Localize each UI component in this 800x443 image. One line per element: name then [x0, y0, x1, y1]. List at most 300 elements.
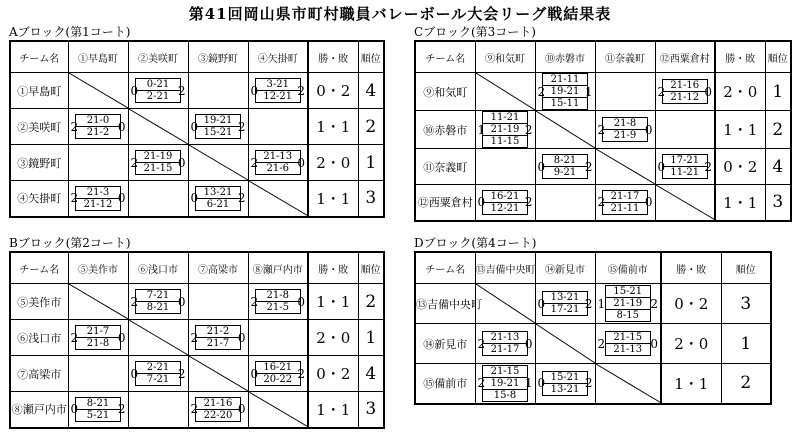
diagonal-slash [129, 109, 188, 144]
set-scores [135, 150, 181, 175]
set-score: 21-19 [606, 298, 650, 310]
set-scores [75, 114, 121, 139]
sets-won: 1 [597, 296, 606, 311]
match-cell [535, 73, 595, 111]
sets-won: 2 [537, 84, 546, 99]
win-loss [308, 145, 358, 181]
table-row [415, 149, 791, 185]
win-loss [308, 109, 358, 145]
rank [358, 320, 384, 356]
win-loss [308, 356, 358, 392]
rank-value: 3 [365, 399, 377, 420]
column-header: ⑪奈義町 [595, 41, 655, 73]
empty-cell [188, 284, 248, 320]
set-score: 21-13 [483, 332, 527, 344]
sets-won: 0 [250, 83, 259, 98]
match-cell [248, 145, 308, 181]
match-cell [188, 392, 248, 428]
set-score: 21-6 [266, 163, 289, 174]
set-scores [255, 289, 301, 314]
match-cell [128, 356, 188, 392]
set-score: 13-21 [550, 383, 580, 395]
table-row [10, 109, 384, 145]
sets-lost: 2 [237, 191, 246, 206]
set-score: 12-21 [490, 202, 520, 214]
set-scores [195, 397, 241, 422]
rank [765, 149, 791, 185]
set-scores [605, 285, 651, 322]
set-score: 21-15 [606, 332, 650, 344]
set-score: 9-21 [553, 167, 577, 178]
sets-lost: 0 [117, 330, 126, 345]
set-score: 3-21 [256, 79, 300, 91]
team-name: ②美咲町 [10, 109, 68, 145]
set-scores [605, 331, 651, 356]
header-row [415, 252, 771, 284]
rank-value: 2 [772, 119, 784, 140]
rank-value: 4 [365, 80, 377, 101]
column-header: ⑦高梁市 [188, 252, 248, 284]
rank-value: 1 [772, 81, 784, 102]
win-loss-value: 0・2 [316, 365, 351, 383]
match-cell [128, 284, 188, 320]
table-row [415, 284, 771, 324]
set-score: 16-21 [256, 362, 300, 374]
self-match-cell [535, 324, 595, 364]
self-match-cell [68, 73, 128, 109]
sets-lost: 0 [297, 155, 305, 170]
sets-won: 0 [537, 296, 546, 311]
results-table [9, 40, 385, 218]
set-scores [542, 154, 588, 179]
empty-cell [128, 181, 188, 217]
win-loss [661, 364, 721, 404]
rank-value: 4 [772, 156, 784, 177]
header-row [10, 41, 384, 73]
rank-value: 1 [365, 327, 377, 348]
team-name: ③鏡野町 [10, 145, 68, 181]
set-score: 13-21 [543, 292, 587, 304]
match-cell [475, 324, 535, 364]
set-scores [482, 190, 528, 215]
win-loss [308, 284, 358, 320]
set-scores [255, 78, 301, 103]
team-name: ⑥浅口市 [10, 320, 68, 356]
win-loss-value: 1・1 [316, 118, 351, 136]
sets-won: 2 [70, 330, 79, 345]
team-name: ⑤美作市 [10, 284, 68, 320]
column-header: ⑤美作市 [68, 252, 128, 284]
match-cell [128, 145, 188, 181]
team-name: ⑩赤磐市 [415, 111, 475, 149]
sets-won: 0 [537, 376, 546, 391]
diagonal-slash [476, 284, 535, 323]
win-loss [661, 324, 721, 364]
team-name: ④矢掛町 [10, 181, 68, 217]
set-scores [482, 111, 528, 148]
block-title: Aブロック(第1コート) [9, 25, 131, 39]
header-row [10, 252, 384, 284]
self-match-cell [475, 73, 535, 111]
set-score: 21-15 [143, 163, 173, 174]
block-a [9, 24, 385, 218]
set-score: 15-11 [550, 98, 580, 109]
win-loss-value: 1・1 [316, 400, 351, 419]
rank [765, 111, 791, 149]
sets-won: 2 [190, 402, 199, 417]
column-header: ③鏡野町 [188, 41, 248, 73]
set-score: 21-7 [206, 338, 230, 349]
win-loss [308, 320, 358, 356]
self-match-cell [248, 392, 308, 428]
sets-lost: 1 [524, 376, 533, 391]
diagonal-slash [189, 356, 248, 391]
rank-value: 1 [365, 152, 377, 173]
sets-won: 2 [250, 294, 259, 309]
sets-won: 2 [477, 336, 486, 351]
match-cell [68, 392, 128, 428]
match-cell [595, 324, 661, 364]
win-loss-value: 0・2 [674, 295, 709, 313]
table-row [415, 185, 791, 221]
sets-lost: 2 [177, 366, 186, 381]
diagonal-slash [476, 73, 535, 110]
match-cell [595, 185, 655, 221]
rank [358, 356, 384, 392]
sets-lost: 2 [584, 296, 593, 311]
sets-lost: 0 [237, 402, 246, 417]
set-score: 15-21 [543, 372, 587, 384]
win-loss-value: 1・1 [316, 189, 351, 208]
team-name: ⑦高梁市 [10, 356, 68, 392]
sets-lost: 1 [584, 84, 593, 99]
empty-cell [188, 73, 248, 109]
win-loss-value: 0・2 [723, 158, 758, 176]
match-cell [535, 284, 595, 324]
sets-won: 2 [477, 376, 486, 391]
sets-lost: 0 [237, 330, 246, 345]
sets-won: 0 [130, 366, 139, 381]
sets-won: 2 [70, 191, 79, 206]
set-score: 21-8 [256, 290, 300, 302]
table-row [415, 73, 791, 111]
set-score: 19-21 [483, 378, 527, 390]
empty-cell [248, 109, 308, 145]
win-loss-value: 1・1 [723, 121, 758, 139]
set-scores [75, 397, 121, 422]
match-cell [475, 111, 535, 149]
rank-value: 2 [365, 291, 377, 312]
team-name: ⑪奈義町 [415, 149, 475, 185]
sets-won: 2 [597, 336, 606, 351]
set-score: 21-8 [603, 118, 647, 130]
table-row [10, 356, 384, 392]
sets-lost: 2 [704, 159, 712, 174]
set-score: 11-21 [670, 167, 700, 178]
team-name: ⑨和気町 [415, 73, 475, 111]
self-match-cell [655, 185, 715, 221]
set-score: 21-9 [613, 130, 637, 141]
sets-lost: 0 [117, 119, 126, 134]
sets-lost: 2 [650, 296, 658, 311]
set-score: 16-21 [483, 191, 527, 203]
self-match-cell [188, 356, 248, 392]
set-scores [195, 186, 241, 211]
win-loss-value: 2・0 [674, 335, 709, 353]
team-name: ⑬吉備中央町 [415, 284, 475, 324]
rank-value: 3 [772, 192, 784, 213]
table-row [10, 392, 384, 428]
empty-cell [128, 392, 188, 428]
column-header: チーム名 [415, 252, 475, 284]
set-score: 21-13 [613, 344, 643, 355]
set-score: 21-19 [136, 151, 180, 163]
empty-cell [535, 185, 595, 221]
column-header: 勝・敗 [308, 252, 358, 284]
self-match-cell [68, 284, 128, 320]
column-header: ⑩赤磐市 [535, 41, 595, 73]
match-cell [188, 109, 248, 145]
set-score: 19-21 [196, 115, 240, 127]
win-loss [715, 111, 765, 149]
diagonal-slash [249, 392, 308, 427]
table-row [10, 284, 384, 320]
match-cell [188, 181, 248, 217]
sets-won: 0 [70, 402, 79, 417]
header-row [415, 41, 791, 73]
column-header: 勝・敗 [661, 252, 721, 284]
sets-lost: 0 [524, 336, 533, 351]
block-title: Cブロック(第3コート) [414, 25, 536, 39]
self-match-cell [535, 111, 595, 149]
sets-won: 2 [597, 122, 606, 137]
self-match-cell [128, 109, 188, 145]
set-scores [255, 361, 301, 386]
column-header: ⑨和気町 [475, 41, 535, 73]
sets-won: 0 [477, 195, 486, 210]
self-match-cell [595, 364, 661, 404]
set-scores [482, 365, 528, 402]
set-score: 21-0 [76, 115, 120, 127]
set-scores [195, 114, 241, 139]
set-scores [542, 73, 588, 110]
column-header: 順位 [721, 252, 771, 284]
diagonal-slash [249, 181, 308, 216]
set-score: 0-21 [136, 79, 180, 91]
match-cell [248, 356, 308, 392]
win-loss-value: 2・0 [316, 329, 351, 347]
column-header: ⑫西粟倉村 [655, 41, 715, 73]
rank [358, 73, 384, 109]
set-score: 21-13 [256, 151, 300, 163]
win-loss [308, 392, 358, 428]
set-score: 21-11 [610, 202, 640, 214]
column-header: ⑬吉備中央町 [475, 252, 535, 284]
rank-value: 3 [740, 293, 752, 314]
set-score: 21-12 [83, 198, 113, 210]
win-loss-value: 2・0 [723, 83, 758, 101]
diagonal-slash [536, 111, 595, 148]
column-header: ⑭新見市 [535, 252, 595, 284]
sets-lost: 2 [524, 122, 533, 137]
diagonal-slash [656, 185, 715, 220]
set-score: 6-21 [206, 198, 230, 210]
column-header: チーム名 [10, 252, 68, 284]
sets-lost: 2 [584, 159, 593, 174]
column-header: ②美咲町 [128, 41, 188, 73]
diagonal-slash [536, 324, 595, 363]
set-score: 21-11 [543, 74, 587, 86]
rank [721, 284, 771, 324]
set-scores [542, 291, 588, 316]
self-match-cell [128, 320, 188, 356]
sets-won: 2 [597, 195, 606, 210]
set-score: 21-2 [196, 326, 240, 338]
win-loss-value: 1・1 [674, 374, 709, 393]
team-name: ⑮備前市 [415, 364, 475, 404]
rank-value: 3 [365, 188, 377, 209]
sets-won: 0 [190, 191, 199, 206]
diagonal-slash [189, 145, 248, 180]
sets-won: 2 [70, 119, 79, 134]
set-score: 8-21 [146, 302, 170, 313]
win-loss [308, 181, 358, 217]
match-cell [655, 73, 715, 111]
sets-lost: 0 [650, 336, 658, 351]
rank [358, 109, 384, 145]
sets-lost: 0 [644, 122, 653, 137]
match-cell [655, 149, 715, 185]
set-scores [602, 190, 648, 215]
win-loss-value: 1・1 [316, 293, 351, 311]
rank-value: 2 [365, 116, 377, 137]
block-title: Bブロック(第2コート) [9, 236, 131, 250]
empty-cell [595, 73, 655, 111]
win-loss [715, 149, 765, 185]
sets-won: 0 [130, 83, 139, 98]
set-score: 7-21 [136, 290, 180, 302]
set-scores [482, 331, 528, 356]
diagonal-slash [596, 149, 655, 184]
sets-won: 2 [657, 84, 666, 99]
match-cell [128, 73, 188, 109]
sets-won: 2 [130, 294, 139, 309]
match-cell [475, 364, 535, 404]
match-cell [68, 181, 128, 217]
set-score: 2-21 [146, 91, 170, 102]
set-score: 17-21 [663, 155, 707, 167]
set-score: 21-7 [76, 326, 120, 338]
rank [358, 181, 384, 217]
table-row [415, 324, 771, 364]
match-cell [248, 284, 308, 320]
diagonal-slash [69, 73, 128, 108]
team-name: ①早島町 [10, 73, 68, 109]
sets-lost: 2 [584, 376, 593, 391]
block-b [9, 235, 385, 429]
rank [765, 185, 791, 221]
column-header: 順位 [765, 41, 791, 73]
column-header: ⑧瀬戸内市 [248, 252, 308, 284]
column-header: ⑮備前市 [595, 252, 661, 284]
match-cell [475, 185, 535, 221]
column-header: 順位 [358, 252, 384, 284]
sets-lost: 0 [177, 155, 186, 170]
win-loss [308, 73, 358, 109]
sets-lost: 0 [177, 294, 186, 309]
diagonal-slash [69, 284, 128, 319]
block-title: Dブロック(第4コート) [414, 236, 537, 250]
column-header: ⑥浅口市 [128, 252, 188, 284]
set-score: 5-21 [86, 409, 110, 421]
sets-lost: 2 [117, 402, 126, 417]
sets-lost: 2 [237, 119, 246, 134]
set-score: 21-8 [86, 338, 110, 349]
set-score: 7-21 [146, 374, 170, 385]
column-header: チーム名 [10, 41, 68, 73]
block-c [414, 24, 792, 222]
set-score: 21-19 [483, 124, 527, 136]
results-table [414, 251, 772, 405]
win-loss [715, 73, 765, 111]
set-scores [195, 325, 241, 350]
empty-cell [68, 145, 128, 181]
sets-won: 0 [657, 159, 666, 174]
column-header: ④矢掛町 [248, 41, 308, 73]
empty-cell [248, 320, 308, 356]
rank [721, 324, 771, 364]
sets-lost: 0 [117, 191, 126, 206]
set-scores [75, 325, 121, 350]
set-score: 17-21 [550, 304, 580, 315]
self-match-cell [475, 284, 535, 324]
set-score: 15-21 [203, 127, 233, 138]
win-loss-value: 2・0 [316, 154, 351, 172]
column-header: ①早島町 [68, 41, 128, 73]
rank-value: 1 [740, 333, 752, 354]
table-row [10, 73, 384, 109]
page-title: 第41回岡山県市町村職員バレーボール大会リーグ戦結果表 [188, 5, 612, 23]
set-score: 8-21 [76, 398, 120, 410]
match-cell [188, 320, 248, 356]
column-header: 勝・敗 [715, 41, 765, 73]
sets-lost: 2 [297, 83, 305, 98]
column-header: 勝・敗 [308, 41, 358, 73]
table-row [10, 181, 384, 217]
team-name: ⑫西粟倉村 [415, 185, 475, 221]
sets-won: 2 [130, 155, 139, 170]
sets-won: 0 [190, 119, 199, 134]
set-score: 8-21 [543, 155, 587, 167]
set-score: 20-22 [263, 374, 293, 385]
set-score: 21-5 [266, 302, 289, 313]
set-score: 12-21 [263, 91, 293, 102]
empty-cell [655, 111, 715, 149]
set-score: 21-12 [670, 92, 700, 103]
rank [765, 73, 791, 111]
rank [358, 284, 384, 320]
set-scores [75, 186, 121, 211]
set-score: 8-15 [616, 310, 639, 321]
rank-value: 2 [740, 373, 752, 394]
block-d [414, 235, 772, 405]
team-name: ⑧瀬戸内市 [10, 392, 68, 428]
set-scores [542, 371, 588, 396]
set-score: 21-16 [196, 398, 240, 410]
rank [358, 392, 384, 428]
set-scores [135, 78, 181, 103]
match-cell [68, 320, 128, 356]
